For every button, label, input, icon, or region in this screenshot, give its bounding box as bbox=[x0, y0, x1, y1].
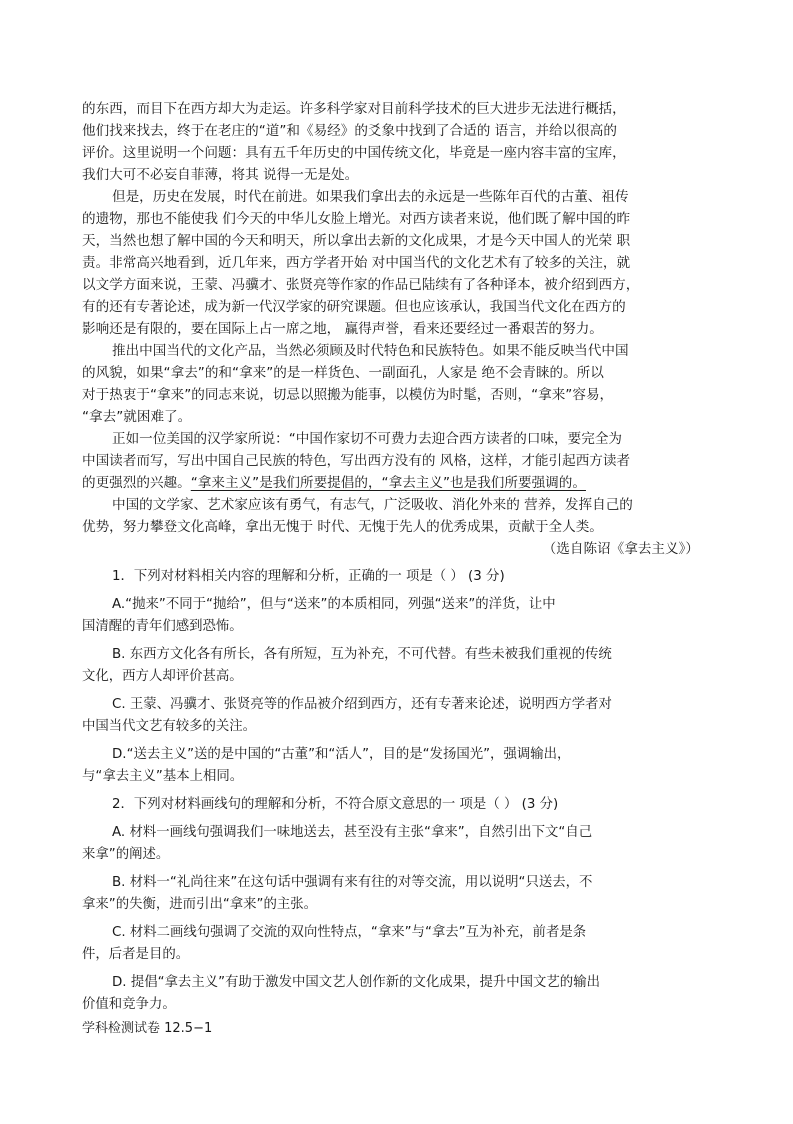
text-span: 的更强烈的兴趣。 bbox=[82, 475, 191, 491]
paragraph-2 bbox=[82, 186, 707, 340]
option-line: D. 提倡“拿去主义”有助于激发中国文艺人创作新的文化成果，提升中国文艺的输出 bbox=[112, 975, 600, 990]
option-c bbox=[82, 922, 707, 966]
text-line: 评价。这里说明一个问题：具有五千年历史的中国传统文化，毕竟是一座内容丰富的宝库， bbox=[82, 145, 626, 161]
option-line: D.“送去主义”送的是中国的“古董”和“活人”，目的是“发扬国光”，强调输出， bbox=[112, 747, 571, 762]
option-line: 价值和竞争力。 bbox=[82, 997, 176, 1012]
page-footer: 学科检测试卷 12.5−1 bbox=[82, 1021, 213, 1036]
text-line: 我们大可不必妄自菲薄，将其 说得一无是处。 bbox=[82, 167, 359, 183]
text-line: 但是，历史在发展，时代在前进。如果我们拿出去的永远是一些陈年百代的古董、祖传 bbox=[112, 189, 629, 205]
option-line: A. 材料一画线句强调我们一味地送去，甚至没有主张“拿来”，自然引出下文“自己 bbox=[112, 825, 593, 840]
option-line: 国清醒的青年们感到恐怖。 bbox=[82, 619, 243, 634]
option-d bbox=[82, 972, 707, 1016]
text-line bbox=[82, 472, 707, 494]
question-2 bbox=[82, 794, 707, 1016]
question-stem: 1．下列对材料相关内容的理解和分析，正确的一 项是（ ） (3 分) bbox=[112, 569, 505, 584]
text-line: 正如一位美国的汉学家所说：“中国作家切不可费力去迎合西方读者的口味，要完全为 bbox=[112, 431, 623, 447]
option-line: C. 材料二画线句强调了交流的双向性特点，“拿来”与“拿去”互为补充，前者是条 bbox=[112, 925, 587, 940]
text-line: “拿去”就困难了。 bbox=[82, 409, 192, 425]
option-a bbox=[82, 594, 707, 638]
question-stem: 2．下列对材料画线句的理解和分析，不符合原文意思的一 项是（ ） (3 分) bbox=[112, 797, 559, 812]
text-line: 责。非常高兴地看到，近几年来，西方学者开始 对中国当代的文化艺术有了较多的关注，就 bbox=[82, 255, 631, 271]
option-b bbox=[82, 644, 707, 688]
option-line: C. 王蒙、冯骥才、张贤亮等的作品被介绍到西方，还有专著来论述，说明西方学者对 bbox=[112, 697, 612, 712]
option-a bbox=[82, 822, 707, 866]
option-line: B. 东西方文化各有所长，各有所短，互为补充，不可代替。有些未被我们重视的传统 bbox=[112, 647, 612, 662]
option-line: 与“拿去主义”基本上相同。 bbox=[82, 769, 244, 784]
source-citation: （选自陈诏《拿去主义》） bbox=[542, 541, 699, 557]
text-line: 中国的文学家、艺术家应该有勇气，有志气，广泛吸收、消化外来的 营养，发挥自己的 bbox=[112, 497, 633, 513]
text-line: 以文学方面来说，王蒙、冯骥才、张贤亮等作家的作品已陆续有了各种译本，被介绍到西方， bbox=[82, 277, 640, 293]
text-line: 的遗物，那也不能使我 们今天的中华儿女脸上增光。对西方读者来说，他们既了解中国的昨 bbox=[82, 211, 631, 227]
text-line: 对于热衷于“拿来”的同志来说，切忌以照搬为能事，以模仿为时髦，否则，“拿来”容易， bbox=[82, 387, 614, 403]
option-line: 拿来”的失衡，进而引出“拿来”的主张。 bbox=[82, 897, 318, 912]
paragraph-3 bbox=[82, 340, 707, 428]
text-line: 他们找来找去，终于在老庄的“道”和《易经》的爻象中找到了合适的 语言，并给以很高的 bbox=[82, 123, 617, 139]
option-line: B. 材料一“礼尚往来”在这句话中强调有来有往的对等交流，用以说明“只送去，不 bbox=[112, 875, 593, 890]
paragraph-1 bbox=[82, 98, 707, 186]
text-line: 的风貌，如果“拿去”的和“拿来”的是一样货色、一副面孔，人家是 绝不会青睐的。所以 bbox=[82, 365, 604, 381]
text-line: 影响还是有限的，要在国际上占一席之地， 赢得声誉，看来还要经过一番艰苦的努力。 bbox=[82, 321, 603, 337]
option-line: 中国当代文艺有较多的关注。 bbox=[82, 719, 257, 734]
option-line: 文化，西方人却评价甚高。 bbox=[82, 669, 243, 684]
option-line: A.“抛来”不同于“抛给”，但与“送来”的本质相同，列强“送来”的洋货，让中 bbox=[112, 597, 556, 612]
paragraph-5 bbox=[82, 494, 707, 538]
text-line: 优势，努力攀登文化高峰，拿出无愧于 时代、无愧于先人的优秀成果，贡献于全人类。 bbox=[82, 519, 603, 535]
question-1 bbox=[82, 566, 707, 788]
text-line: 天，当然也想了解中国的今天和明天，所以拿出去新的文化成果，才是今天中国人的光荣 职 bbox=[82, 233, 631, 249]
option-line: 来拿”的阐述。 bbox=[82, 847, 170, 862]
text-line: 有的还有专著论述，成为新一代汉学家的研究课题。但也应该承认，我国当代文化在西方的 bbox=[82, 299, 626, 315]
document-body bbox=[82, 98, 707, 1016]
paragraph-4 bbox=[82, 428, 707, 494]
option-line: 件，后者是目的。 bbox=[82, 947, 190, 962]
option-b bbox=[82, 872, 707, 916]
text-line: 中国读者而写，写出中国自己民族的特色，写出西方没有的 风格，这样，才能引起西方读者 bbox=[82, 453, 631, 469]
text-line: 的东西，而目下在西方却大为走运。许多科学家对目前科学技术的巨大进步无法进行概括， bbox=[82, 101, 626, 117]
underlined-sentence: “拿来主义”是我们所要提倡的，“拿去主义”也是我们所要强调的。 bbox=[190, 475, 586, 491]
text-line: 推出中国当代的文化产品，当然必须顾及时代特色和民族特色。如果不能反映当代中国 bbox=[112, 343, 629, 359]
option-d bbox=[82, 744, 707, 788]
option-c bbox=[82, 694, 707, 738]
